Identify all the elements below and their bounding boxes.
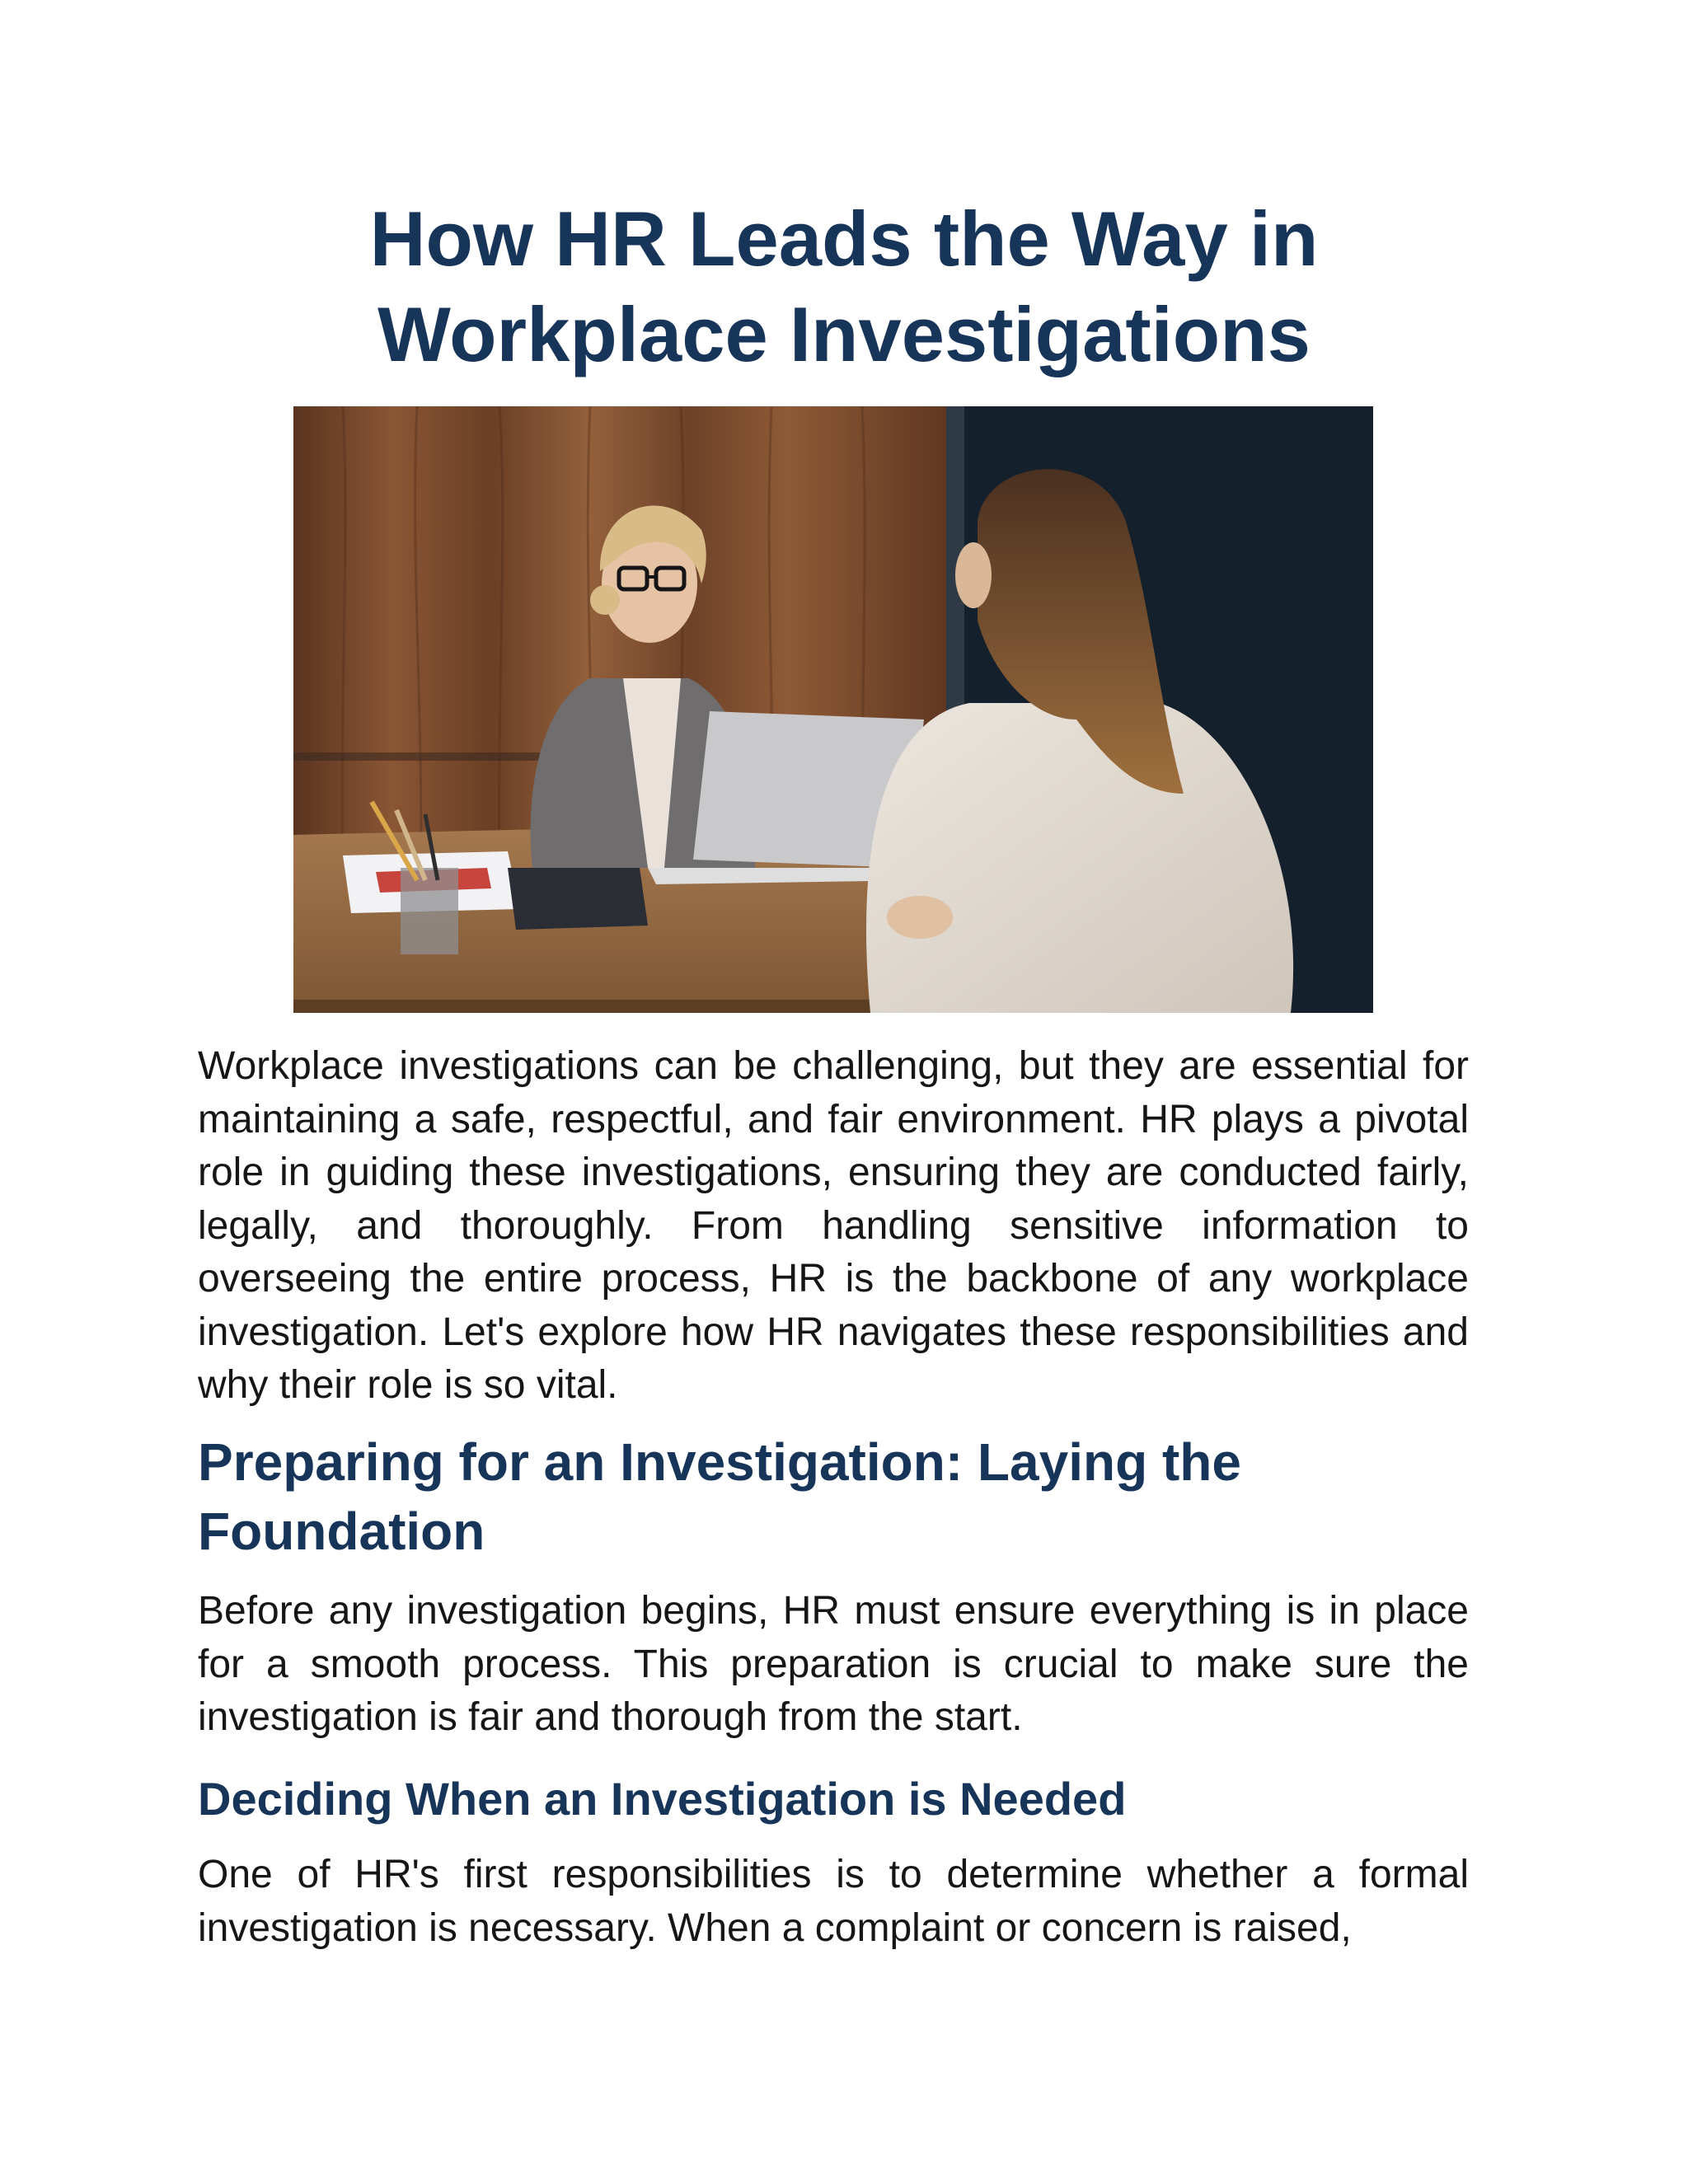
hr-interview-photo xyxy=(293,406,1373,1013)
deciding-paragraph: One of HR's first responsibilities is to determine whether a formal investigation is necessary. When a complaint or concern is raised, xyxy=(198,1853,1469,1950)
section-heading-preparing: Preparing for an Investigation: Laying the Foundation xyxy=(198,1432,1241,1561)
article-title: How HR Leads the Way in Workplace Investigations xyxy=(369,195,1319,377)
subsection-heading-deciding: Deciding When an Investigation is Needed xyxy=(198,1773,1127,1825)
intro-paragraph: Workplace investigations can be challenging, but they are essential for maintaining a safe, respectful, and fair environment. HR plays a pivotal role in guiding these investigations, ensuring they are conducted fairly, legally, and thoroughly. From handling sensitive information to overseeing the entire process, HR is the backbone of any workplace investigation. Let's explore how HR navigates these responsibilities and why their role is so vital. xyxy=(198,1044,1469,1407)
preparing-paragraph: Before any investigation begins, HR must ensure everything is in place for a smooth process. This preparation is crucial to make sure the investigation is fair and thorough from the start. xyxy=(198,1589,1469,1739)
